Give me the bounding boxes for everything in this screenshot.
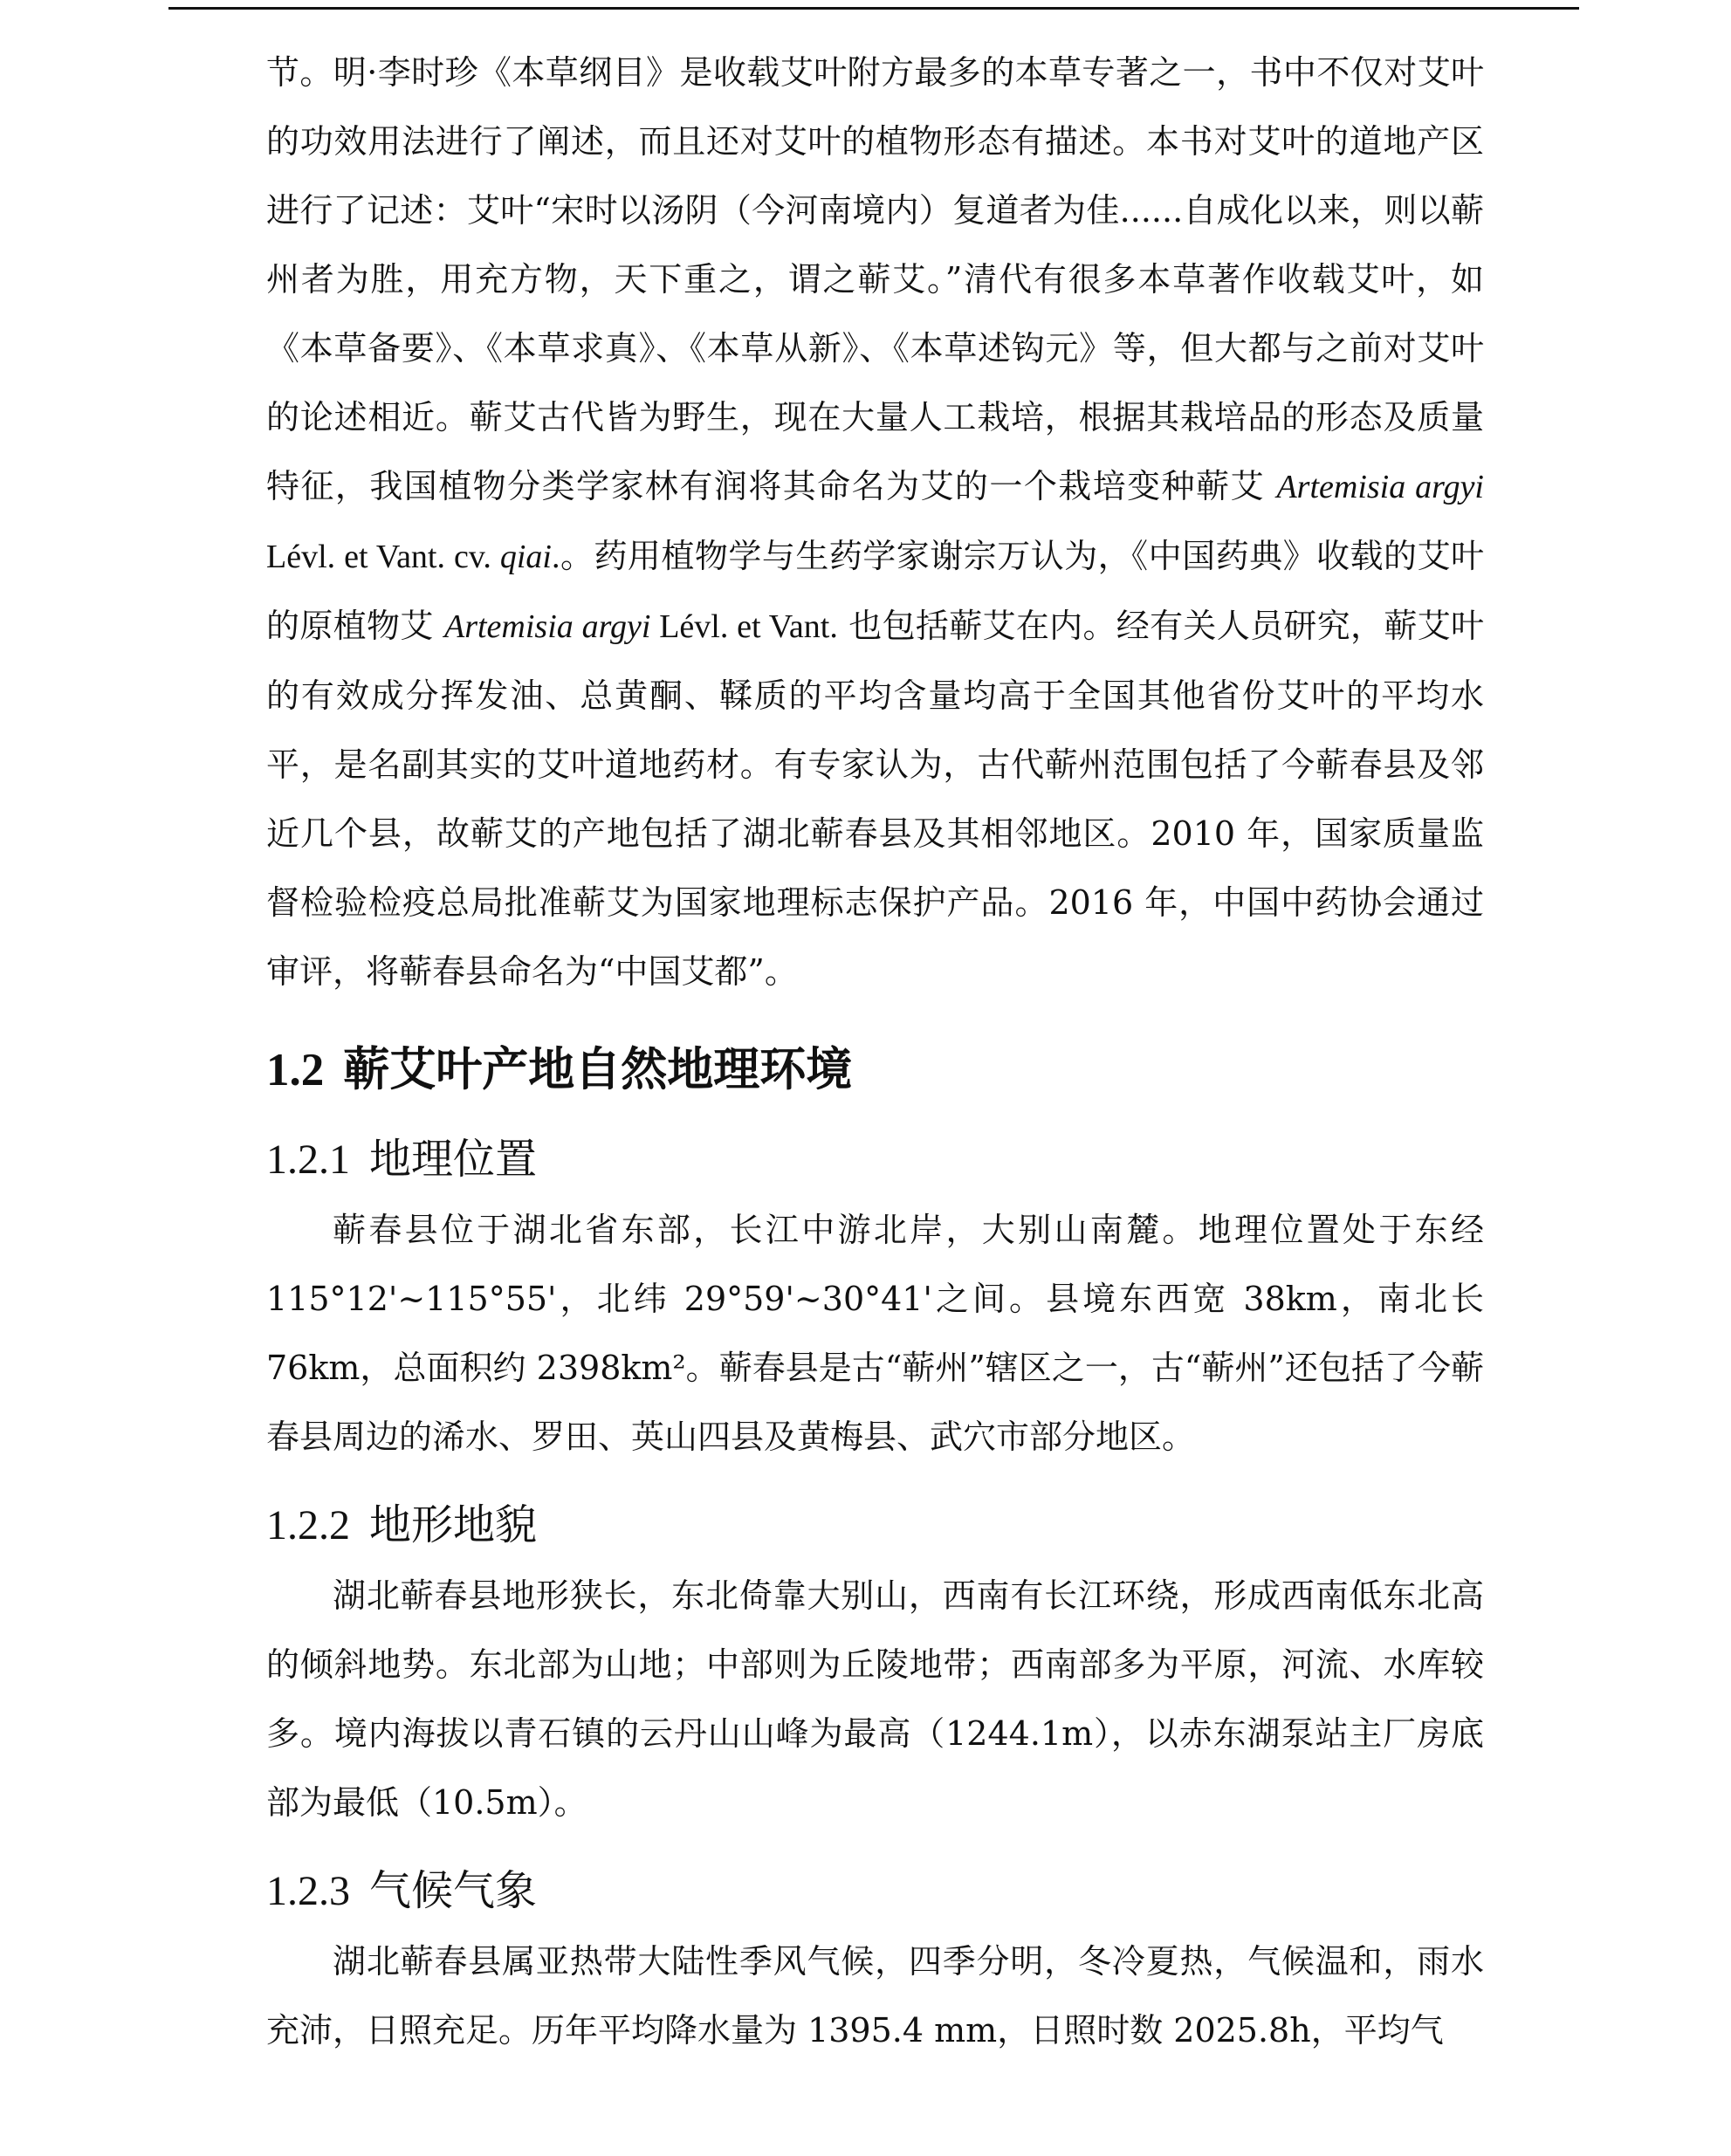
latin-genus-2: Artemisia argyi [443, 608, 651, 645]
section-heading-1-2 [266, 1040, 1484, 1101]
latin-end: . [551, 539, 560, 575]
header-rule [168, 7, 1579, 10]
latin-genus-1: Artemisia argyi [1276, 469, 1484, 505]
subsection-title: 气候气象 [369, 1866, 538, 1915]
subsection-number: 1.2.1 [266, 1136, 350, 1183]
terrain-paragraph: 湖北蕲春县地形狭长，东北倚靠大别山，西南有长江环绕，形成西南低东北高的倾斜地势。东北部为山地；中部则为丘陵地带；西南部多为平原，河流、水库较多。境内海拔以青石镇的云丹山山峰为最高（1244.1m），以赤东湖泵站主厂房底部为最低（10.5m）。 [266, 1576, 1484, 1822]
subsection-heading-1-2-3 [266, 1862, 1484, 1920]
intro-text-part3: 也包括蕲艾在内。经有关人员研究，蕲艾叶的有效成分挥发油、总黄酮、鞣质的平均含量均高于全国其他省份艾叶的平均水平，是名副其实的艾叶道地药材。有专家认为，古代蕲州范围包括了今蕲春县及邻近几个县，故蕲艾的产地包括了湖北蕲春县及其相邻地区。2010 年，国家质量监督检验检疫总局批准蕲艾为国家地理标志保护产品。2016 年，中国中药协会通过审评，将蕲春县命名为“中国艾都”。 [266, 607, 1484, 991]
location-paragraph: 蕲春县位于湖北省东部，长江中游北岸，大别山南麓。地理位置处于东经 115°12'~115°55'，北纬 29°59'~30°41'之间。县境东西宽 38km，南北长 76km，总面积约 2398km²。蕲春县是古“蕲州”辖区之一，古“蕲州”还包括了今蕲春县周边的浠水、罗田、英山四县及黄梅县、武穴市部分地区。 [266, 1211, 1484, 1456]
intro-text-part1: 节。明·李时珍《本草纲目》是收载艾叶附方最多的本草专著之一，书中不仅对艾叶的功效用法进行了阐述，而且还对艾叶的植物形态有描述。本书对艾叶的道地产区进行了记述：艾叶“宋时以汤阴（今河南境内）复道者为佳......自成化以来，则以蕲州者为胜，用充方物，天下重之，谓之蕲艾。”清代有很多本草著作收载艾叶，如《本草备要》、《本草求真》、《本草从新》、《本草述钩元》等，但大都与之前对艾叶的论述相近。蕲艾古代皆为野生，现在大量人工栽培，根据其栽培品的形态及质量特征，我国植物分类学家林有润将其命名为艾的一个栽培变种蕲艾 [266, 53, 1484, 505]
latin-authority-2: Lévl. et Vant. [650, 608, 838, 645]
subsection-number: 1.2.2 [266, 1502, 350, 1548]
subsection-number: 1.2.3 [266, 1868, 350, 1914]
section-title: 蕲艾叶产地自然地理环境 [343, 1043, 853, 1096]
latin-name-2 [444, 608, 838, 645]
section-number: 1.2 [266, 1045, 325, 1095]
page-content [266, 38, 1484, 2065]
subsection-heading-1-2-1 [266, 1130, 1484, 1189]
subsection-heading-1-2-2 [266, 1496, 1484, 1555]
climate-paragraph: 湖北蕲春县属亚热带大陆性季风气候，四季分明，冬冷夏热，气候温和，雨水充沛，日照充足。历年平均降水量为 1395.4 mm，日照时数 2025.8h，平均气 [266, 1942, 1484, 2050]
subsection-title: 地理位置 [369, 1135, 538, 1184]
intro-text-part2: 。药用植物学与生药学家谢宗万认为，《中国药典》收载的艾叶的原植物艾 [266, 537, 1484, 645]
latin-authority-1: Lévl. et Vant. cv. [266, 539, 500, 575]
subsection-title: 地形地貌 [369, 1500, 538, 1549]
latin-cultivar: qiai [499, 539, 552, 575]
intro-paragraph [266, 38, 1484, 1006]
